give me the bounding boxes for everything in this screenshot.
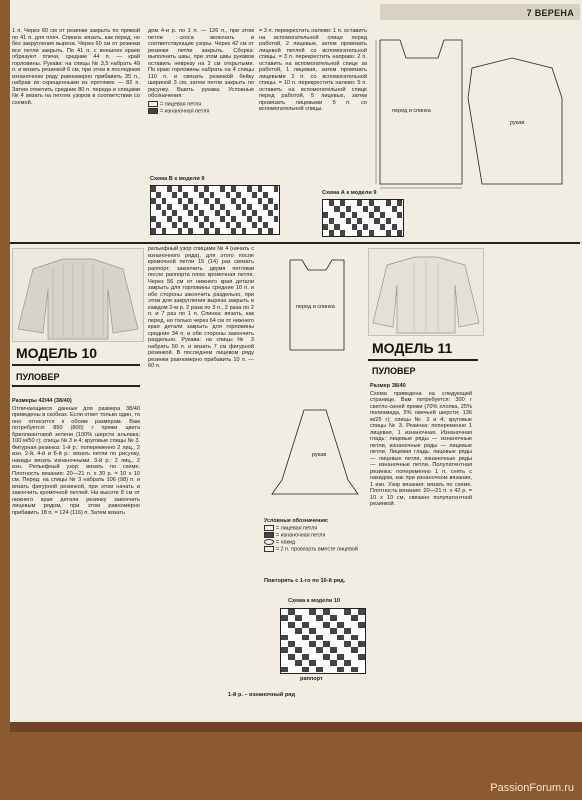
chart-b9-title: Схема В к модели 9 bbox=[150, 176, 205, 182]
chart-cell bbox=[204, 216, 209, 222]
chart-cell bbox=[380, 212, 385, 218]
chart-cell bbox=[263, 204, 268, 210]
chart-cell bbox=[344, 609, 351, 615]
chart-cell bbox=[295, 628, 302, 634]
rapport-label: раппорт bbox=[300, 676, 323, 682]
title-rule-2 bbox=[368, 359, 478, 361]
chart-cell bbox=[351, 667, 358, 673]
chart-cell bbox=[236, 222, 241, 228]
chart-m10-title: Схема к модели 10 bbox=[288, 598, 340, 604]
chart-cell bbox=[247, 186, 252, 192]
chart-a9 bbox=[322, 199, 404, 237]
chart-cell bbox=[288, 654, 295, 660]
chart-cell bbox=[268, 198, 273, 204]
chart-cell bbox=[178, 228, 183, 234]
chart-cell bbox=[263, 222, 268, 228]
chart-cell bbox=[309, 609, 316, 615]
page-bottom-shadow bbox=[10, 722, 582, 732]
front-back-label: перед и спинка bbox=[392, 108, 431, 114]
chart-cell bbox=[162, 210, 167, 216]
legend-row bbox=[264, 539, 364, 546]
chart-m10 bbox=[280, 608, 366, 674]
chart-cell bbox=[323, 212, 328, 218]
chart-cell bbox=[156, 192, 161, 198]
chart-cell bbox=[397, 200, 402, 206]
model11-subtitle: ПУЛОВЕР bbox=[372, 366, 416, 376]
chart-cell bbox=[302, 654, 309, 660]
chart-cell bbox=[258, 216, 263, 222]
chart-cell bbox=[274, 204, 279, 210]
chart-cell bbox=[344, 628, 351, 634]
chart-cell bbox=[204, 198, 209, 204]
legend-label: = лицевая петля bbox=[160, 100, 202, 107]
front-back-label-2: перед и спинка bbox=[296, 304, 335, 310]
chart-cell bbox=[188, 228, 193, 234]
chart-cell bbox=[363, 206, 368, 212]
sweater-illustration bbox=[13, 249, 143, 341]
chart-cell bbox=[380, 224, 385, 230]
model9-text-col2-body: дом 4-и р. по 1 п. — 126 п., при этом петли скоса включать в соответствующие узоры. Через 42 см от резинки петли закрыть. Сборка: выполнить швы, при этом швы рукавов оставить неврезу на 2 см открытыми. По краю горловины набрать на 4 спицы 110 п. и связать резинкой бейку шириной 3 см, затем петли закрыть по рисунку. Вшить рукава. Условные обозначения: bbox=[148, 28, 254, 99]
legend-row bbox=[264, 525, 364, 532]
chart-cell bbox=[302, 635, 309, 641]
chart-cell bbox=[258, 198, 263, 204]
chart-cell bbox=[263, 192, 268, 198]
page-header bbox=[527, 8, 574, 18]
chart-cell bbox=[226, 222, 231, 228]
purl-symbol bbox=[148, 108, 158, 114]
chart-b9 bbox=[150, 185, 280, 235]
chart-cell bbox=[274, 216, 279, 222]
chart-cell bbox=[281, 667, 288, 673]
chart-cell bbox=[329, 200, 334, 206]
chart-cell bbox=[204, 228, 209, 234]
legend-row bbox=[264, 532, 364, 539]
chart-cell bbox=[210, 204, 215, 210]
chart-cell bbox=[316, 615, 323, 621]
chart-cell bbox=[288, 622, 295, 628]
k2tog-symbol bbox=[264, 546, 274, 552]
chart-cell bbox=[215, 210, 220, 216]
chart-cell bbox=[178, 186, 183, 192]
chart-cell bbox=[329, 218, 334, 224]
chart-cell bbox=[252, 210, 257, 216]
chart-cell bbox=[199, 222, 204, 228]
model10-text-left bbox=[12, 398, 140, 517]
chart-cell bbox=[167, 216, 172, 222]
chart-cell bbox=[344, 641, 351, 647]
page-number: 7 bbox=[526, 8, 532, 18]
chart-cell bbox=[151, 186, 156, 192]
chart-cell bbox=[295, 660, 302, 666]
chart-cell bbox=[330, 628, 337, 634]
chart-cell bbox=[194, 204, 199, 210]
sleeve-label: рукав bbox=[510, 120, 525, 126]
chart-cell bbox=[183, 204, 188, 210]
model11-title: МОДЕЛЬ 11 bbox=[372, 340, 453, 356]
chart-cell bbox=[178, 216, 183, 222]
chart-cell bbox=[309, 660, 316, 666]
chart-cell bbox=[358, 654, 365, 660]
chart-cell bbox=[323, 622, 330, 628]
chart-cell bbox=[281, 635, 288, 641]
chart-cell bbox=[369, 230, 374, 236]
model10-schematic bbox=[262, 250, 366, 514]
chart-cell bbox=[183, 192, 188, 198]
chart-cell bbox=[268, 228, 273, 234]
chart-cell bbox=[247, 204, 252, 210]
knit-symbol bbox=[148, 101, 158, 107]
chart-cell bbox=[236, 204, 241, 210]
sweater-illustration-2 bbox=[369, 249, 483, 335]
chart-cell bbox=[337, 622, 344, 628]
chart-cell bbox=[220, 216, 225, 222]
model9-cables-text: = 3 п. перекрестить налево: 1 п. оставить на вспомогательной спице перед работой, 2 лицевые, затем провязать лицевой петлей со вспомогательной спицы. = 3 п. перекрестить направо: 2 п. оставить на вспомогательной спице за работой, 1 лицевая, затем провязать лицевыми 2 п. со вспомогательной спицы. = 10 п. перекрестить налево: 5 п. оставить на вспомогательной спице перед работой, 5 лицевых, затем провязать лицевыми 5 п. со вспомогательной спицы. bbox=[259, 28, 367, 112]
chart-cell bbox=[167, 186, 172, 192]
repeat-caption: Повторять с 1-го по 10-й ряд. bbox=[264, 578, 346, 584]
chart-cell bbox=[334, 206, 339, 212]
chart-cell bbox=[357, 200, 362, 206]
chart-cell bbox=[242, 198, 247, 204]
site-watermark: PassionForum.ru bbox=[490, 782, 574, 794]
chart-cell bbox=[231, 186, 236, 192]
chart-cell bbox=[258, 228, 263, 234]
chart-cell bbox=[386, 200, 391, 206]
chart-cell bbox=[167, 204, 172, 210]
chart-a9-title: Схема А к модели 9 bbox=[322, 190, 377, 196]
chart-cell bbox=[397, 212, 402, 218]
chart-cell bbox=[258, 186, 263, 192]
chart-cell bbox=[351, 635, 358, 641]
title-rule bbox=[12, 364, 140, 366]
chart-cell bbox=[316, 667, 323, 673]
chart-cell bbox=[344, 660, 351, 666]
model9-schematic bbox=[372, 28, 574, 194]
chart-cell bbox=[330, 647, 337, 653]
chart-cell bbox=[309, 628, 316, 634]
chart-cell bbox=[351, 615, 358, 621]
model10-title: МОДЕЛЬ 10 bbox=[16, 345, 98, 361]
chart-cell bbox=[337, 667, 344, 673]
legend-label: = накид bbox=[276, 539, 296, 546]
model9-legend bbox=[148, 101, 254, 115]
chart-cell bbox=[199, 192, 204, 198]
chart-cell bbox=[323, 609, 330, 615]
chart-cell bbox=[323, 654, 330, 660]
chart-cell bbox=[151, 216, 156, 222]
chart-cell bbox=[204, 186, 209, 192]
chart-cell bbox=[210, 222, 215, 228]
chart-cell bbox=[172, 222, 177, 228]
chart-cell bbox=[242, 210, 247, 216]
model11-sizes: Размер 38/40 bbox=[370, 383, 406, 389]
chart-cell bbox=[340, 212, 345, 218]
chart-cell bbox=[346, 218, 351, 224]
chart-cell bbox=[252, 222, 257, 228]
chart-cell bbox=[340, 200, 345, 206]
chart-cell bbox=[337, 635, 344, 641]
chart-cell bbox=[220, 186, 225, 192]
chart-cell bbox=[369, 200, 374, 206]
chart-cell bbox=[357, 230, 362, 236]
chart-cell bbox=[288, 641, 295, 647]
chart-cell bbox=[188, 198, 193, 204]
chart-cell bbox=[397, 230, 402, 236]
chart-cell bbox=[226, 192, 231, 198]
chart-cell bbox=[374, 218, 379, 224]
chart-cell bbox=[183, 222, 188, 228]
chart-cell bbox=[329, 230, 334, 236]
chart-cell bbox=[151, 228, 156, 234]
chart-cell bbox=[231, 198, 236, 204]
chart-cell bbox=[340, 230, 345, 236]
chart-cell bbox=[231, 216, 236, 222]
chart-cell bbox=[281, 647, 288, 653]
legend-row bbox=[148, 101, 254, 108]
chart-cell bbox=[236, 192, 241, 198]
chart-cell bbox=[358, 641, 365, 647]
legend-label: = изнаночная петля bbox=[276, 532, 326, 539]
chart-cell bbox=[392, 224, 397, 230]
sleeve-label-2: рукав bbox=[312, 452, 327, 458]
chart-cell bbox=[330, 615, 337, 621]
chart-cell bbox=[188, 210, 193, 216]
binding-edge bbox=[0, 0, 10, 800]
chart-cell bbox=[392, 206, 397, 212]
chart-cell bbox=[288, 609, 295, 615]
chart-cell bbox=[358, 622, 365, 628]
magazine-name: ВЕРЕНА bbox=[534, 8, 574, 18]
chart-cell bbox=[151, 198, 156, 204]
chart-cell bbox=[162, 228, 167, 234]
chart-cell bbox=[337, 654, 344, 660]
chart-cell bbox=[386, 218, 391, 224]
chart-cell bbox=[295, 647, 302, 653]
yarn-over-symbol bbox=[264, 539, 274, 545]
chart-cell bbox=[156, 204, 161, 210]
legend-row bbox=[264, 546, 364, 553]
purl-symbol bbox=[264, 532, 274, 538]
chart-cell bbox=[268, 210, 273, 216]
chart-cell bbox=[215, 228, 220, 234]
chart-cell bbox=[309, 641, 316, 647]
chart-cell bbox=[210, 192, 215, 198]
chart-cell bbox=[172, 192, 177, 198]
chart-cell bbox=[316, 635, 323, 641]
chart-cell bbox=[323, 641, 330, 647]
model11-body: Схема приведена на следующей странице. Вам потребуется: 300 г светло-синей пряжи (70% хлопка, 25% полиамида, 5% овечьей шерсти; 136 м/25 г); спицы № 3 и 4; круговые спицы № 3. Резинка: попеременно 1 лицевая, 1 изнаночная. Изнаночная гладь: лицевые ряды — изнаночные петли, изнаночные ряды — лицевые петли. Лицевая гладь: лицевые ряды — лицевые петли, изнаночные ряды — изнаночные петли. Полупатентная резинка: попеременно 1 п. снять с накидом, как при изнаночном вязании, 1 изн. Узор вязания: вязать по схеме. Плотность вязания: 20—21 п. х 42 р. = 10 х 10 см, связано полупатентной резинкой. bbox=[370, 390, 472, 507]
legend-title: Условные обозначения: bbox=[264, 518, 329, 524]
chart-cell bbox=[363, 224, 368, 230]
model10-legend bbox=[264, 518, 364, 553]
chart-cell bbox=[220, 204, 225, 210]
chart-cell bbox=[386, 230, 391, 236]
model10-sizes: Размеры 42/44 (38/40) bbox=[12, 398, 72, 404]
chart-cell bbox=[352, 212, 357, 218]
chart-cell bbox=[295, 615, 302, 621]
chart-cell bbox=[247, 216, 252, 222]
chart-cell bbox=[357, 218, 362, 224]
chart-cell bbox=[374, 206, 379, 212]
chart-cell bbox=[194, 216, 199, 222]
chart-cell bbox=[302, 667, 309, 673]
subtitle-rule bbox=[12, 385, 140, 387]
chart-cell bbox=[194, 186, 199, 192]
model10-text-middle: рельефный узор спицами № 4 (начать с изнаночного ряда), для этого после кромочной петли 15 (14) раз связать раппорт, закончить двумя петлями после раппорта плюс кромочная петля. Через 56 см от нижнего края детали закрыть для горловины средние 10 п. и обе стороны закончить раздельно, при этом для закругления выреза закрыть в каждом 2-м р. 2 раза по 3 п., 2 раза по 2 п. и 7 раз по 1 п. Спинка: вязать, как перед, но только через 64 см от нижнего края детали закрыть для горловины средние 34 п. и обе стороны закончить раздельно. Рукава: на спицы № 3 набрать 50 п. и вязать 7 см фигурной резинкой. В последнем лицевом ряду резинки равномерно прибавить 10 п. — 60 п. bbox=[148, 246, 254, 369]
knit-symbol bbox=[264, 525, 274, 531]
model11-text bbox=[370, 383, 472, 509]
chart-cell bbox=[274, 186, 279, 192]
model10-photo bbox=[12, 248, 144, 342]
chart-cell bbox=[346, 206, 351, 212]
chart-cell bbox=[178, 198, 183, 204]
chart-cell bbox=[215, 198, 220, 204]
model10-body: Отличающиеся данные для размера 38/40 приведены в скобках. Если ответ только один, то оно относится к обоим размерам. Вам потребуется: 850 (800) г пряжи цвета бриллиантовой зелени (100% шерсти альпака; 100 м/50 г); спицы № 3 и 4; круговые спицы № 3. Фигурная резинка: 1-й р.: попеременно 2 лиц., 2 изн. 2-й, 4-й и 6-й р.: вязать петли по рисунку, накиды вязать изнаночными. 3-й р.: 2 лиц., 2 изн. Рельефный узор: вязать по схеме. Плотность вязания: 20—21 п. х 30 р. = 10 х 10 см. Перед: на спицы № 3 набрать 106 (98) п. и вязать фигурной резинкой, при этом начать и закончить кромочной петлей. На высоте 8 см от нижнего края детали резинку закончить лицевым рядом, при этом равномерно прибавить 18 п. = 124 (116) п. Затем вязать bbox=[12, 405, 140, 516]
chart-cell bbox=[162, 198, 167, 204]
chart-cell bbox=[252, 192, 257, 198]
legend-row bbox=[148, 108, 254, 115]
chart-cell bbox=[199, 210, 204, 216]
chart-cell bbox=[316, 647, 323, 653]
model11-photo bbox=[368, 248, 484, 336]
chart-cell bbox=[323, 224, 328, 230]
chart-cell bbox=[156, 222, 161, 228]
chart-cell bbox=[172, 210, 177, 216]
model9-text-col1: 1 п. Через 60 см от резинки закрыть по прямой по 41 п. для плеч. Спинка: вязать, как перед, но без закругления выреза. Через 60 см от резинки все петли закрыть. По 41 п. с внешних краев образуют плечи, средние 44 п. — край горловины. Рукава: на спицы № 3,5 набрать 49 п. и вязать резинкой 6 см, при этом в последнем изнаночном ряду равномерно прибавить 35 п., набрав их скрещенными из протяжек — 82 п. Затем отметить средние 80 п. переда и спицами № 4 вязать на петлях узоров в соответствии со схемой. bbox=[12, 28, 140, 106]
chart-cell bbox=[330, 660, 337, 666]
chart-cell bbox=[352, 224, 357, 230]
chart-cell bbox=[226, 210, 231, 216]
chart-cell bbox=[302, 622, 309, 628]
chart-cell bbox=[231, 228, 236, 234]
chart-cell bbox=[281, 615, 288, 621]
chart-cell bbox=[351, 647, 358, 653]
section-divider bbox=[10, 242, 580, 244]
chart-cell bbox=[242, 228, 247, 234]
model9-text-col2 bbox=[148, 28, 254, 115]
legend-label: = лицевая петля bbox=[276, 525, 318, 532]
legend-label: = изнаночная петля bbox=[160, 107, 210, 114]
odd-rows-caption: 1-й р. – изнаночный ряд bbox=[228, 692, 296, 698]
chart-cell bbox=[358, 609, 365, 615]
chart-cell bbox=[369, 212, 374, 218]
legend-label: = 2 п. провязать вместе лицевой bbox=[276, 546, 358, 553]
chart-cell bbox=[334, 224, 339, 230]
model10-subtitle: ПУЛОВЕР bbox=[16, 372, 60, 382]
